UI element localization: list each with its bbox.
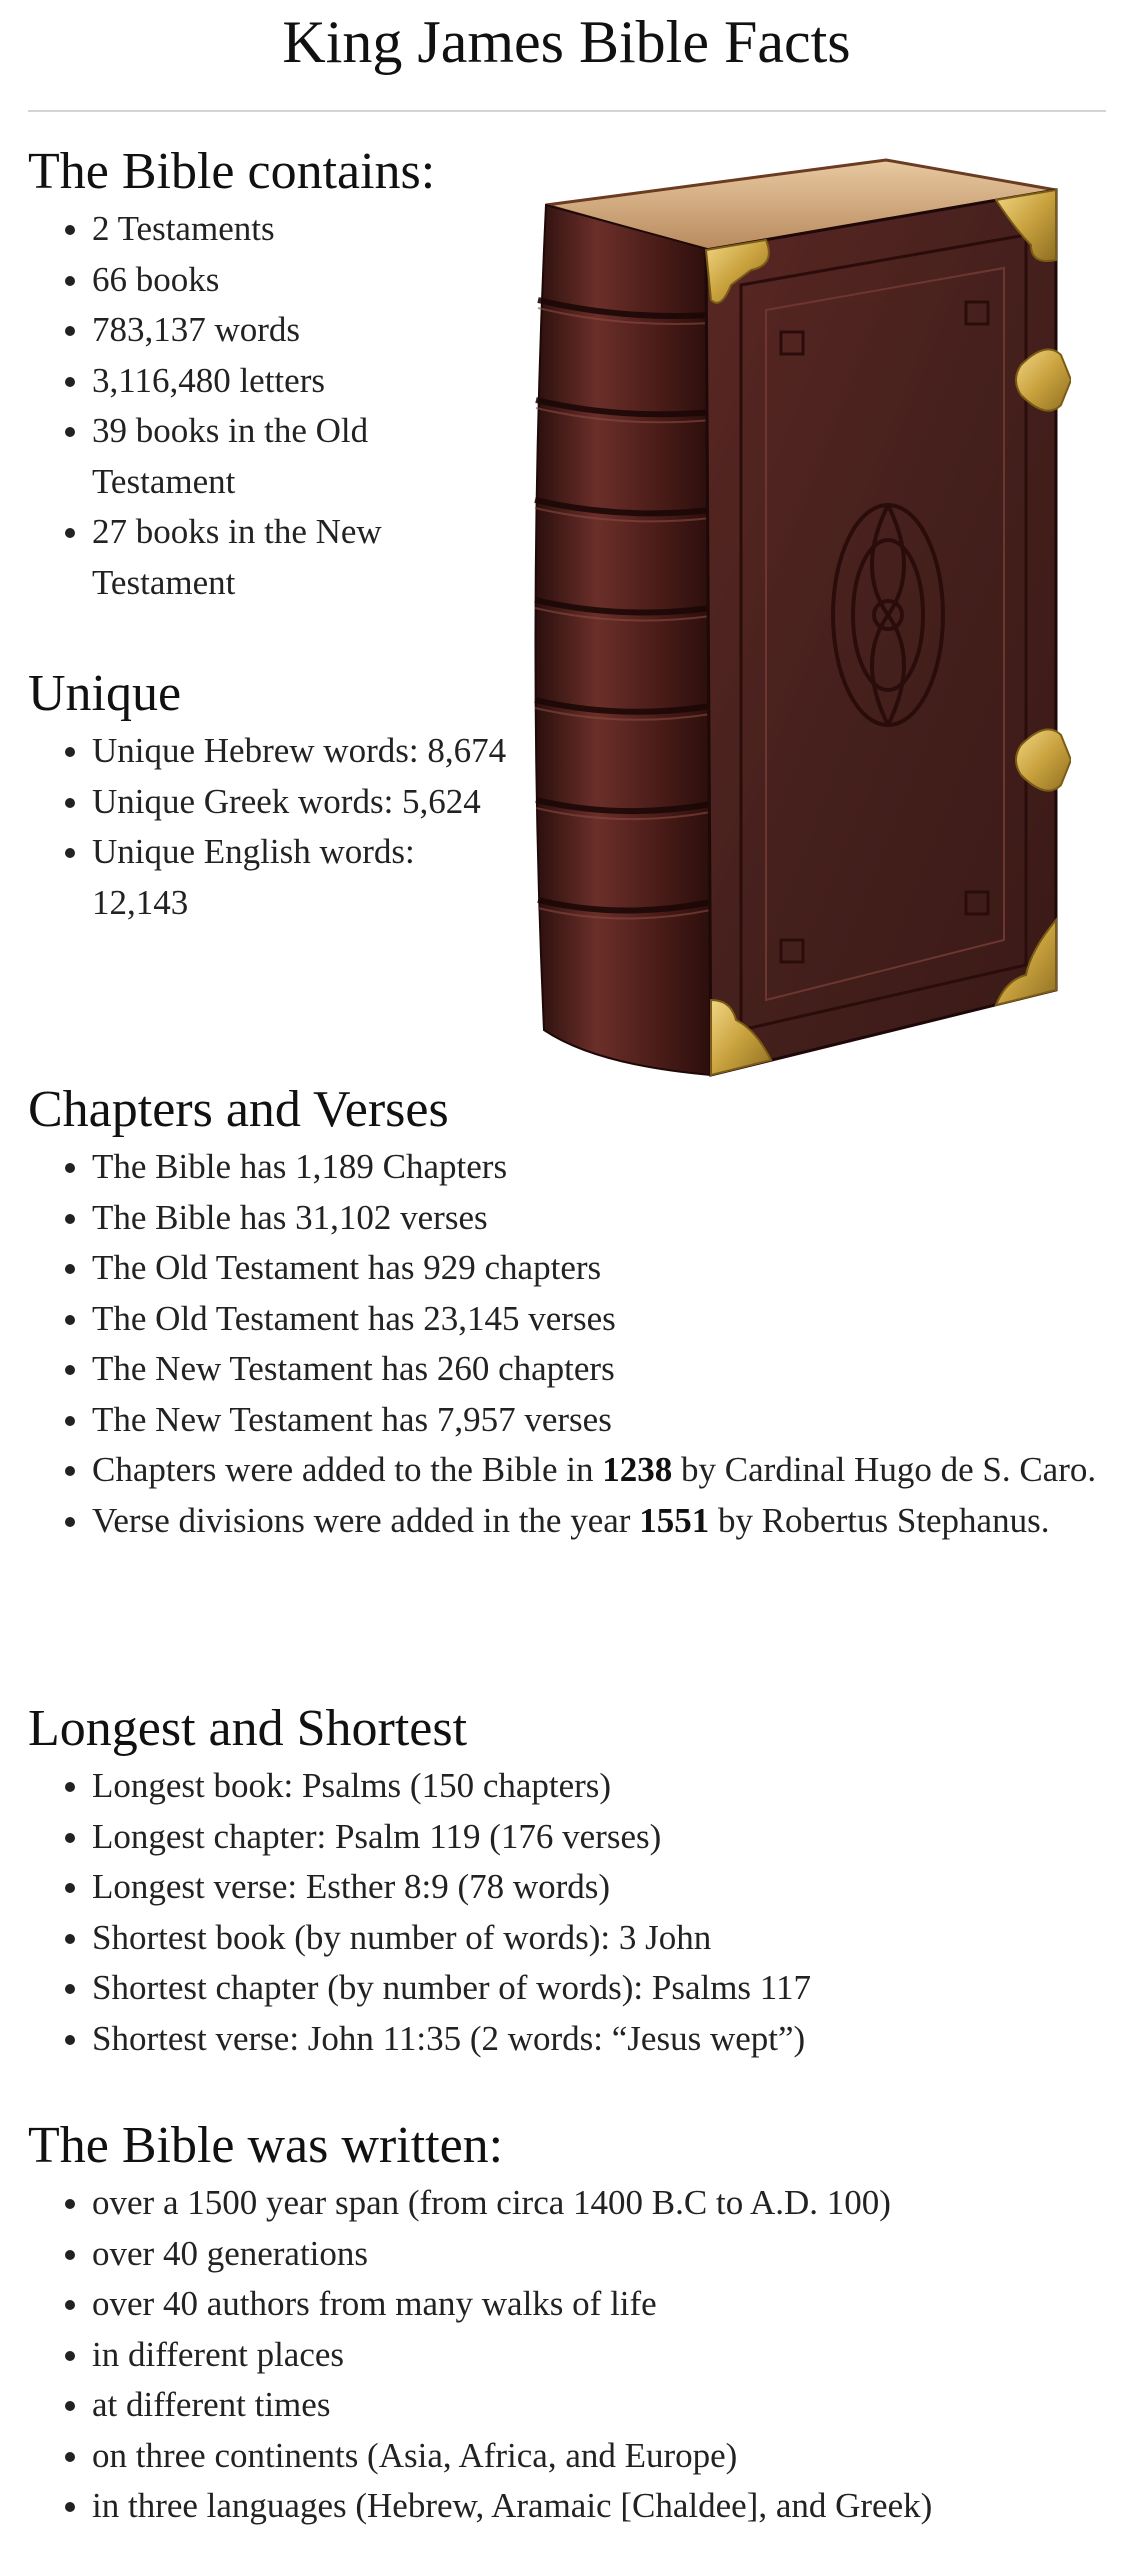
list-item: • The Bible has 1,189 Chapters: [92, 1142, 1118, 1193]
section-heading: Longest and Shortest: [28, 1700, 468, 1757]
list-item: • Shortest book (by number of words): 3 John: [92, 1913, 1118, 1964]
section-heading: The Bible contains:: [28, 143, 436, 200]
book-spine: [535, 205, 711, 1075]
list-item: • 39 books in the Old Testament: [92, 406, 508, 507]
list-item: • Shortest chapter (by number of words): Psalms 117: [92, 1963, 1118, 2014]
list-item: • Longest chapter: Psalm 119 (176 verses): [92, 1812, 1118, 1863]
list-item: • 3,116,480 letters: [92, 356, 508, 407]
page-title: King James Bible Facts: [282, 9, 851, 75]
section-written: [28, 2114, 1118, 2532]
chapters-added-year: 1238: [602, 1450, 673, 1489]
list-item: • The Old Testament has 23,145 verses: [92, 1294, 1118, 1345]
section-unique: [28, 662, 508, 928]
section-contains: [28, 140, 508, 608]
contains-list: [28, 204, 508, 608]
section-chapters-verses: [28, 1078, 1118, 1546]
section-heading: Chapters and Verses: [28, 1081, 449, 1138]
list-item: • Shortest verse: John 11:35 (2 words: “Jesus wept”): [92, 2014, 1118, 2065]
list-item: • 66 books: [92, 255, 508, 306]
list-item: • Unique Greek words: 5,624: [92, 777, 508, 828]
list-item: • at different times: [92, 2380, 1118, 2431]
list-item: • The New Testament has 7,957 verses: [92, 1395, 1118, 1446]
section-heading: Unique: [28, 665, 182, 722]
longest-list: [28, 1761, 1118, 2064]
list-item: • over a 1500 year span (from circa 1400 B.C to A.D. 100): [92, 2178, 1118, 2229]
list-item: • Longest book: Psalms (150 chapters): [92, 1761, 1118, 1812]
title-divider: [28, 110, 1106, 112]
list-item-verses-added: • Verse divisions were added in the year 1551 by Robertus Stephanus.: [92, 1496, 1118, 1547]
bible-book-image: [526, 150, 1071, 1080]
list-item: • over 40 generations: [92, 2229, 1118, 2280]
list-item: • 2 Testaments: [92, 204, 508, 255]
section-heading: The Bible was written:: [28, 2117, 504, 2174]
list-item: • The Bible has 31,102 verses: [92, 1193, 1118, 1244]
verses-added-year: 1551: [639, 1500, 710, 1540]
list-item: • The Old Testament has 929 chapters: [92, 1243, 1118, 1294]
list-item: • Unique Hebrew words: 8,674: [92, 726, 508, 777]
list-item: • Unique English words: 12,143: [92, 827, 508, 928]
section-longest-shortest: [28, 1697, 1118, 2064]
unique-list: [28, 726, 508, 928]
list-item: • 783,137 words: [92, 305, 508, 356]
list-item: • in different places: [92, 2330, 1118, 2381]
chapters-list: [28, 1142, 1118, 1546]
list-item: • in three languages (Hebrew, Aramaic [Chaldee], and Greek): [92, 2481, 1118, 2532]
list-item: • over 40 authors from many walks of life: [92, 2279, 1118, 2330]
list-item: • The New Testament has 260 chapters: [92, 1344, 1118, 1395]
written-list: [28, 2178, 1118, 2532]
list-item: • 27 books in the New Testament: [92, 507, 508, 608]
list-item: • on three continents (Asia, Africa, and Europe): [92, 2431, 1118, 2482]
list-item: • Longest verse: Esther 8:9 (78 words): [92, 1862, 1118, 1913]
list-item-chapters-added: • Chapters were added to the Bible in 1238 by Cardinal Hugo de S. Caro.: [92, 1445, 1118, 1496]
